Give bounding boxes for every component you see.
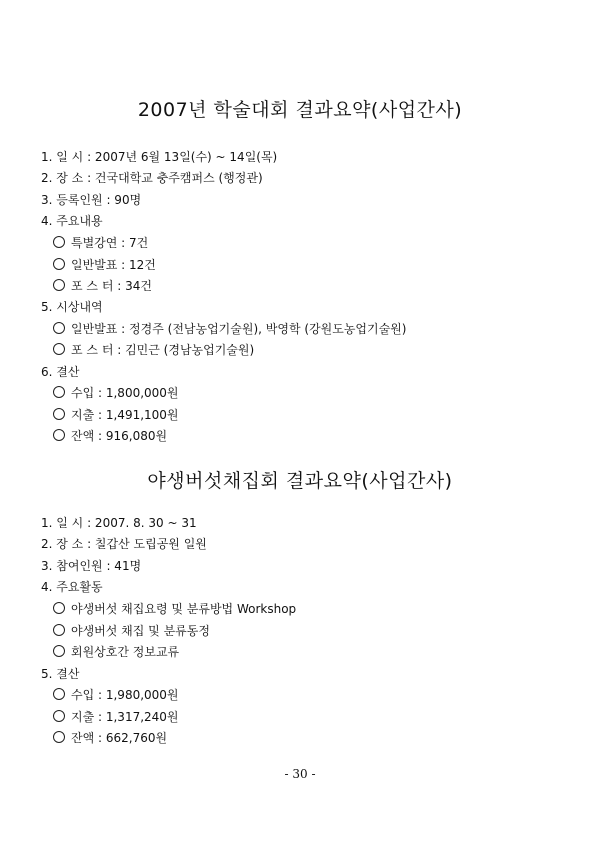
list-item: 특별강연 : 7건: [71, 236, 149, 250]
bullet-circle-icon: [53, 429, 65, 441]
bullet-circle-icon: [53, 279, 65, 291]
bullet-circle-icon: [53, 343, 65, 355]
bullet-circle-icon: [53, 731, 65, 743]
s2-workshop: [53, 602, 296, 616]
bullet-circle-icon: [53, 645, 65, 657]
s2-place: 2. 장 소 : 칠갑산 도립공원 일원: [41, 537, 207, 551]
s1-poster: [53, 279, 152, 293]
list-item: 야생버섯 채집요령 및 분류방법 Workshop: [71, 602, 297, 616]
bullet-circle-icon: [53, 688, 65, 700]
s2-participants: 3. 참여인원 : 41명: [41, 559, 142, 573]
s1-settlement-heading: 6. 결산: [41, 365, 80, 379]
list-item: 일반발표 : 정경주 (전남농업기술원), 박영학 (강원도농업기술원): [71, 322, 407, 336]
s1-general-presentation: [53, 258, 156, 272]
page-number: - 30 -: [284, 767, 316, 781]
list-item: 잔액 : 662,760원: [71, 731, 168, 745]
list-item: 포 스 터 : 34건: [71, 279, 152, 293]
bullet-circle-icon: [53, 408, 65, 420]
s1-registrants: 3. 등록인원 : 90명: [41, 193, 142, 207]
s2-date: 1. 일 시 : 2007. 8. 30 ~ 31: [41, 516, 197, 530]
bullet-circle-icon: [53, 386, 65, 398]
s1-award-poster: [53, 343, 254, 357]
list-item: 수입 : 1,980,000원: [71, 688, 179, 702]
s1-contents-heading: 4. 주요내용: [41, 214, 103, 228]
section2-title: 야생버섯채집회 결과요약(사업간사): [147, 470, 453, 492]
list-item: 일반발표 : 12건: [71, 258, 156, 272]
bullet-circle-icon: [53, 624, 65, 636]
s1-income: [53, 386, 179, 400]
bullet-circle-icon: [53, 236, 65, 248]
bullet-circle-icon: [53, 322, 65, 334]
s2-exchange: [53, 645, 179, 659]
s1-special-lecture: [53, 236, 148, 250]
list-item: 지출 : 1,491,100원: [71, 408, 179, 422]
s1-place: 2. 장 소 : 건국대학교 충주캠퍼스 (행정관): [41, 171, 263, 185]
s1-awards-heading: 5. 시상내역: [41, 300, 103, 314]
list-item: 회원상호간 정보교류: [71, 645, 180, 659]
s2-balance: [53, 731, 167, 745]
s2-activities-heading: 4. 주요활동: [41, 580, 103, 594]
s2-settlement-heading: 5. 결산: [41, 667, 80, 681]
s1-award-general: [53, 322, 406, 336]
list-item: 포 스 터 : 김민근 (경남농업기술원): [71, 343, 255, 357]
list-item: 지출 : 1,317,240원: [71, 710, 179, 724]
list-item: 수입 : 1,800,000원: [71, 386, 179, 400]
bullet-circle-icon: [53, 602, 65, 614]
s1-balance: [53, 429, 167, 443]
section1-title: 2007년 학술대회 결과요약(사업간사): [137, 99, 463, 121]
s2-expense: [53, 710, 179, 724]
s1-date: 1. 일 시 : 2007년 6월 13일(수) ~ 14일(목): [41, 150, 278, 164]
list-item: 야생버섯 채집 및 분류동정: [71, 624, 210, 638]
bullet-circle-icon: [53, 258, 65, 270]
bullet-circle-icon: [53, 710, 65, 722]
s2-collection: [53, 624, 210, 638]
s2-income: [53, 688, 179, 702]
list-item: 잔액 : 916,080원: [71, 429, 168, 443]
s1-expense: [53, 408, 179, 422]
